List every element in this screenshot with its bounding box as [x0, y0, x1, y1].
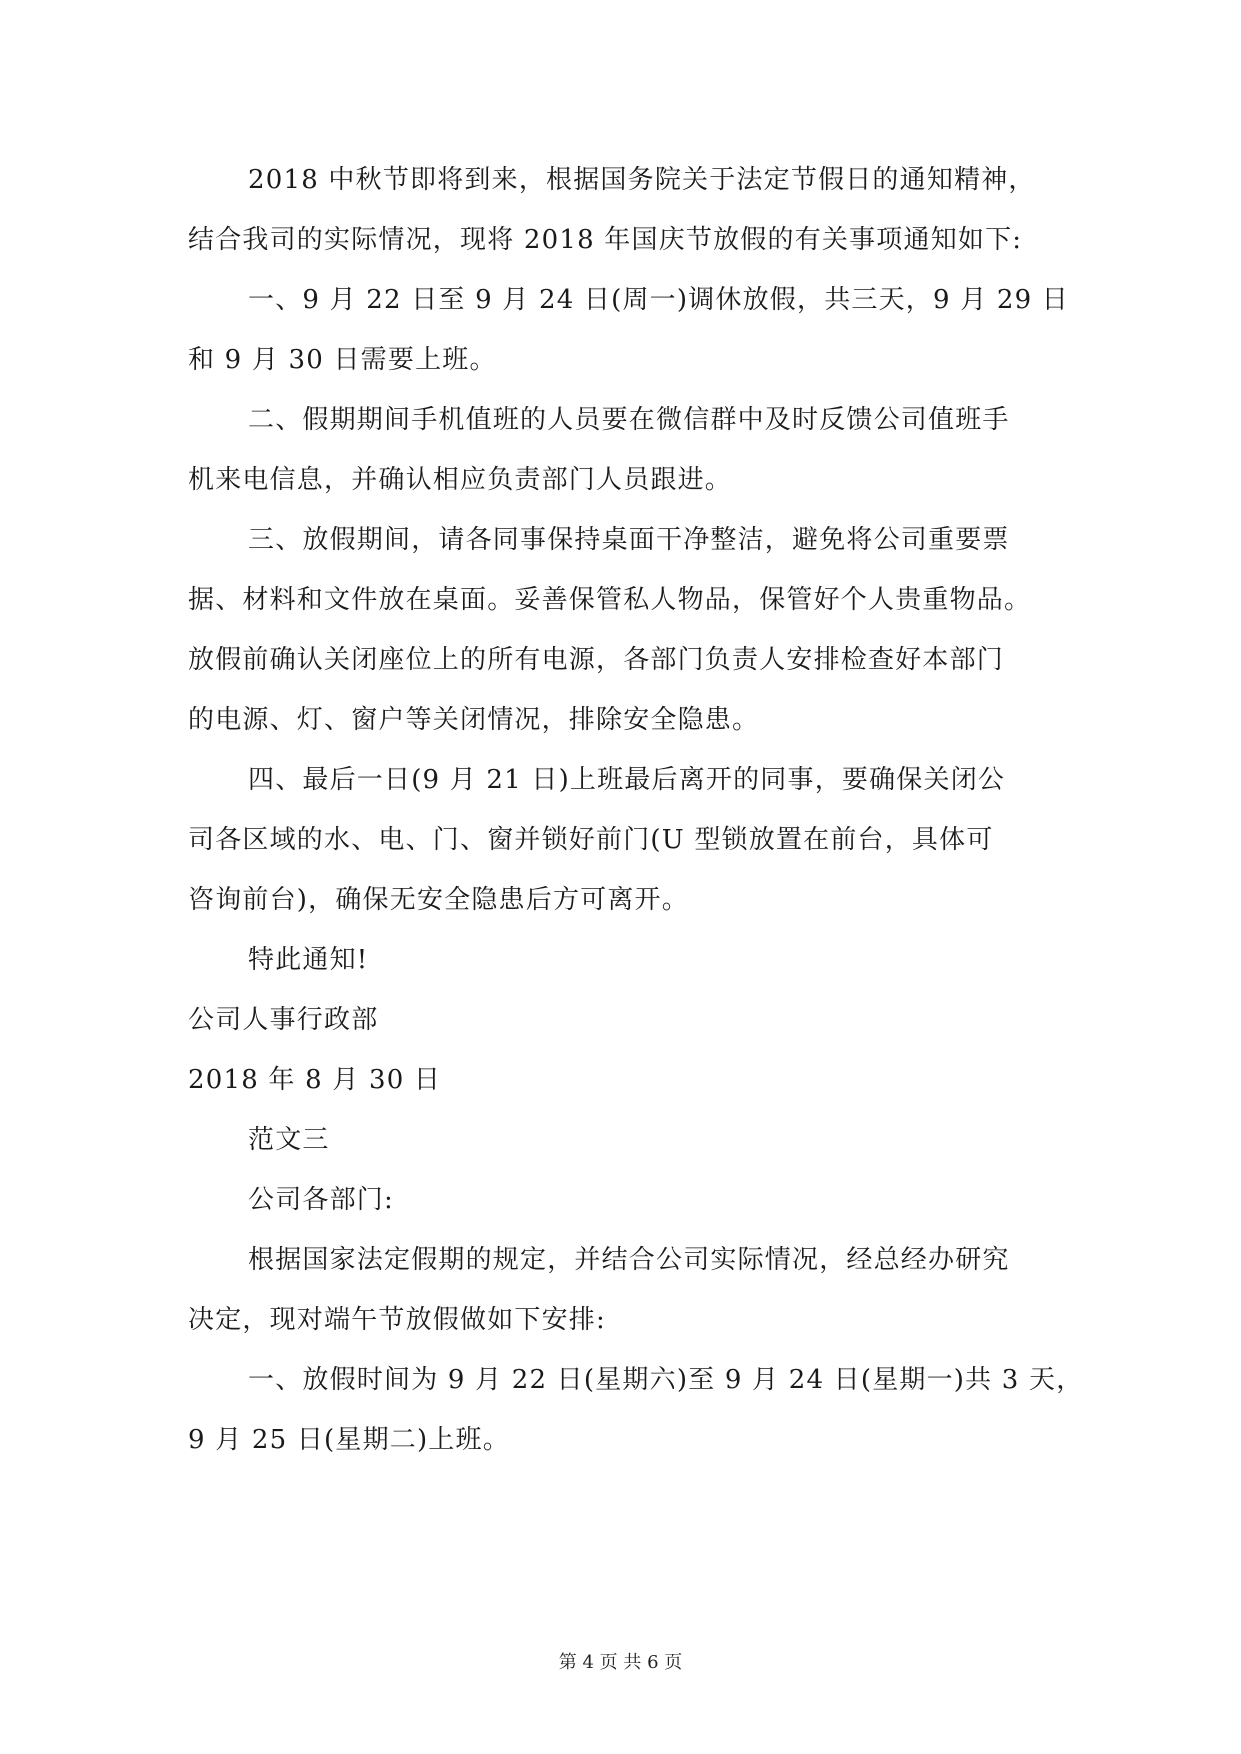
body-line: 2018 中秋节即将到来，根据国务院关于法定节假日的通知精神，	[248, 165, 1036, 195]
body-line: 9 月 25 日(星期二)上班。	[188, 1425, 510, 1455]
section-heading: 范文三	[248, 1125, 330, 1155]
salutation: 公司各部门:	[248, 1185, 394, 1215]
body-line: 咨询前台)，确保无安全隐患后方可离开。	[188, 885, 689, 915]
body-line: 结合我司的实际情况，现将 2018 年国庆节放假的有关事项通知如下:	[188, 225, 1023, 255]
signature-department: 公司人事行政部	[188, 1005, 379, 1035]
body-line: 一、9 月 22 日至 9 月 24 日(周一)调休放假，共三天，9 月 29 日	[248, 285, 1070, 315]
body-line: 一、放假时间为 9 月 22 日(星期六)至 9 月 24 日(星期一)共 3 天，	[248, 1365, 1084, 1395]
body-line: 放假前确认关闭座位上的所有电源，各部门负责人安排检查好本部门	[188, 645, 1005, 675]
body-line: 根据国家法定假期的规定，并结合公司实际情况，经总经办研究	[248, 1245, 1010, 1275]
body-line: 据、材料和文件放在桌面。妥善保管私人物品，保管好个人贵重物品。	[188, 585, 1032, 615]
closing-line: 特此通知!	[248, 945, 369, 975]
body-line: 二、假期期间手机值班的人员要在微信群中及时反馈公司值班手	[248, 405, 1010, 435]
body-line: 三、放假期间，请各同事保持桌面干净整洁，避免将公司重要票	[248, 525, 1010, 555]
body-line: 司各区域的水、电、门、窗并锁好前门(U 型锁放置在前台，具体可	[188, 825, 994, 855]
page-number-footer: 第 4 页 共 6 页	[558, 1652, 683, 1673]
body-line: 决定，现对端午节放假做如下安排:	[188, 1305, 606, 1335]
body-line: 的电源、灯、窗户等关闭情况，排除安全隐患。	[188, 705, 760, 735]
signature-date: 2018 年 8 月 30 日	[188, 1065, 442, 1095]
body-line: 和 9 月 30 日需要上班。	[188, 345, 497, 375]
body-line: 四、最后一日(9 月 21 日)上班最后离开的同事，要确保关闭公	[248, 765, 1006, 795]
body-line: 机来电信息，并确认相应负责部门人员跟进。	[188, 465, 733, 495]
document-body	[188, 150, 1084, 1470]
